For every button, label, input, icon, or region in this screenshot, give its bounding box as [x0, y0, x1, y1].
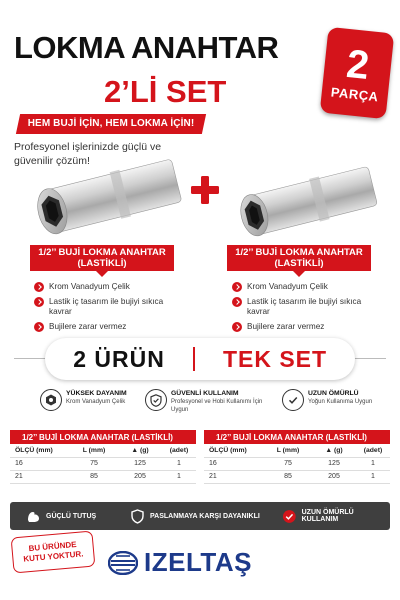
checkmark-circle-icon	[282, 389, 304, 411]
info-durability-sub: Krom Vanadyum Çelik	[66, 399, 126, 405]
badge-number: 2	[344, 41, 372, 88]
tagline-ribbon	[16, 114, 206, 134]
feature-lifetime: UZUN ÖMÜRLÜ KULLANIM	[282, 502, 390, 530]
product-title-right-line1: 1/2’’ BUJİ LOKMA ANAHTAR	[235, 247, 363, 258]
spec-table-right	[204, 430, 390, 484]
check-icon	[34, 322, 44, 332]
table-row: 16 75 125 1	[10, 457, 196, 470]
info-safety-sub: Profesyonel ve Hobi Kullanımı İçin Uygun	[171, 399, 263, 413]
page-title: LOKMA ANAHTAR	[14, 30, 279, 65]
table-header-row: ÖLÇÜ (mm) L (mm) ▲ (g) (adet)	[204, 444, 390, 457]
check-icon	[34, 282, 44, 292]
product-title-left	[30, 245, 174, 271]
info-lifetime-title: UZUN ÖMÜRLÜ	[308, 390, 359, 397]
stamp-line1: BU ÜRÜNDE	[28, 539, 77, 554]
feature-grip: GÜÇLÜ TUTUŞ	[26, 502, 96, 530]
shield-check-icon	[145, 389, 167, 411]
feature-bar	[10, 502, 390, 530]
description: Profesyonel işlerinizde güçlü ve güvenilir çözüm!	[14, 141, 162, 167]
spec-table-caption: 1/2’’ BUJİ LOKMA ANAHTAR (LASTİKLİ)	[10, 430, 196, 444]
info-safety	[145, 389, 275, 425]
weight-icon: ▲	[325, 446, 333, 454]
table-row: 21 85 205 1	[10, 470, 196, 483]
stamp-line2: KUTU YOKTUR.	[22, 549, 84, 564]
list-item: Bujilere zarar vermez	[232, 322, 382, 332]
feature-list-right	[232, 282, 382, 337]
plus-icon	[189, 174, 221, 206]
table-row: 21 85 205 1	[204, 470, 390, 483]
banner-left-text: 2 ÜRÜN	[73, 345, 165, 372]
banner-right-text: TEK SET	[222, 345, 328, 372]
product-title-left-line1: 1/2’’ BUJİ LOKMA ANAHTAR	[38, 247, 166, 258]
check-icon	[232, 322, 242, 332]
check-icon	[232, 297, 242, 307]
check-circle-icon	[282, 509, 297, 524]
weight-icon: ▲	[131, 446, 139, 454]
shield-icon	[130, 509, 145, 524]
info-lifetime	[282, 389, 392, 425]
hexagon-nut-icon	[40, 389, 62, 411]
info-lifetime-sub: Yoğun Kullanıma Uygun	[308, 399, 373, 405]
list-item: Lastik iç tasarım ile bujiyi sıkıca kavrar	[232, 297, 382, 317]
badge-label: PARÇA	[330, 83, 380, 104]
info-durability	[40, 389, 140, 425]
product-title-right	[227, 245, 371, 271]
check-icon	[232, 282, 242, 292]
brand-mark-icon	[108, 551, 138, 575]
feature-rust: PASLANMAYA KARŞI DAYANIKLI	[130, 502, 260, 530]
brand-logo	[108, 547, 252, 578]
info-durability-title: YÜKSEK DAYANIM	[66, 390, 127, 397]
info-safety-title: GÜVENLİ KULLANIM	[171, 390, 239, 397]
product-title-left-line2: (LASTİKLİ)	[77, 258, 127, 269]
table-header-row: ÖLÇÜ (mm) L (mm) ▲ (g) (adet)	[10, 444, 196, 457]
spec-table-left	[10, 430, 196, 484]
list-item: Krom Vanadyum Çelik	[34, 282, 182, 292]
spec-table-caption: 1/2’’ BUJİ LOKMA ANAHTAR (LASTİKLİ)	[204, 430, 390, 444]
tagline-text: HEM BUJİ İÇİN, HEM LOKMA İÇİN!	[27, 118, 195, 129]
page-subtitle: 2’Lİ SET	[104, 74, 227, 109]
socket-image-left	[20, 150, 190, 240]
piece-count-badge	[320, 27, 395, 119]
socket-image-right	[222, 154, 392, 244]
list-item: Lastik iç tasarım ile bujiyi sıkıca kavrar	[34, 297, 182, 317]
set-banner	[45, 338, 355, 380]
product-title-right-line2: (LASTİKLİ)	[274, 258, 324, 269]
list-item: Krom Vanadyum Çelik	[232, 282, 382, 292]
list-item: Bujilere zarar vermez	[34, 322, 182, 332]
arm-strength-icon	[26, 509, 41, 524]
feature-list-left	[34, 282, 182, 337]
no-box-stamp	[11, 530, 96, 573]
brand-name: IZELTAŞ	[144, 547, 252, 577]
check-icon	[34, 297, 44, 307]
table-row: 16 75 125 1	[204, 457, 390, 470]
